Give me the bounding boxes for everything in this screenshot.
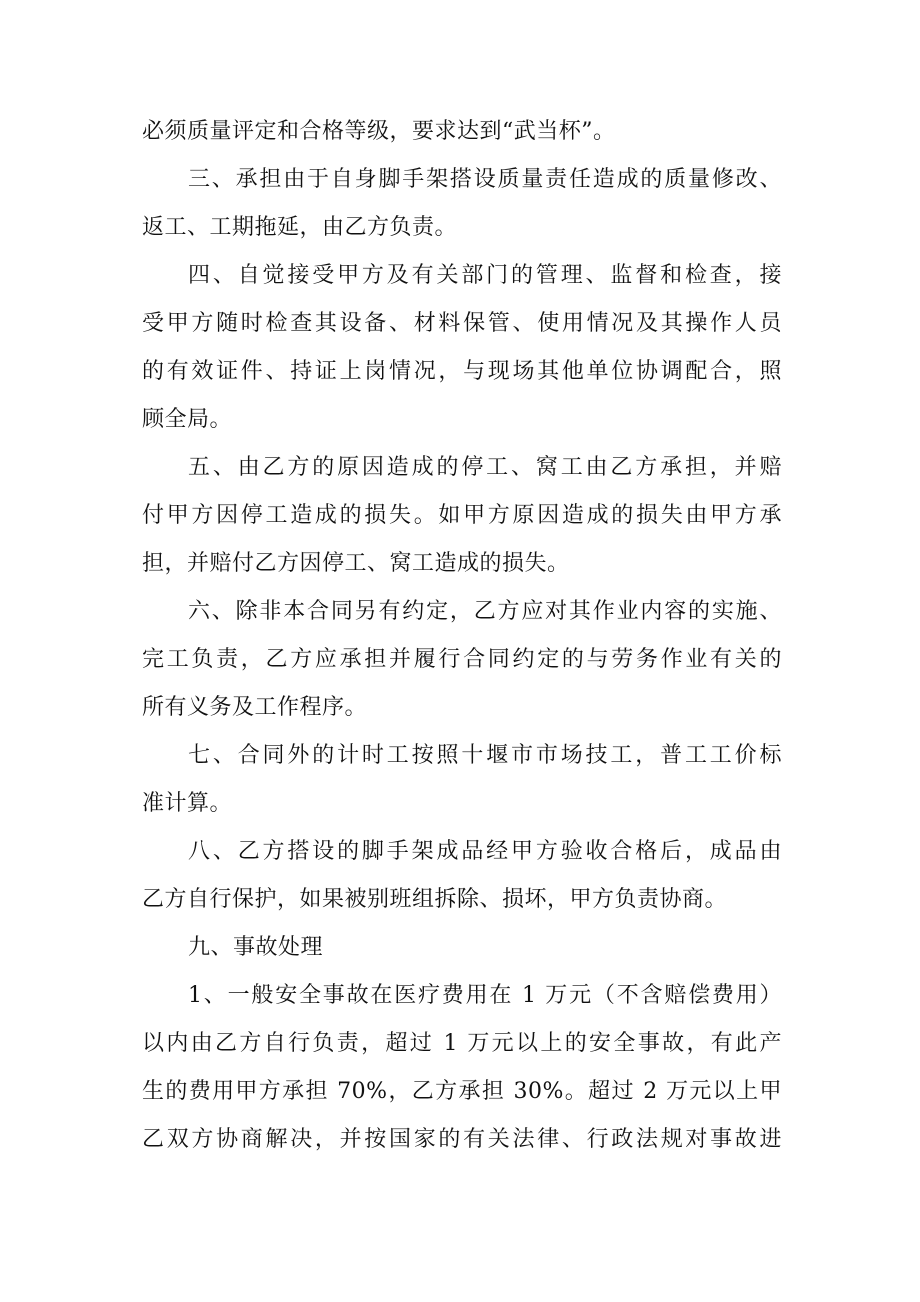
- clause-9-1-line: 1、一般安全事故在医疗费用在 1 万元（不含赔偿费用）: [188, 983, 782, 1008]
- text-line: 乙方自行保护，如果被别班组拆除、损坏，甲方负责协商。: [142, 887, 728, 912]
- text-line: 准计算。: [142, 791, 233, 816]
- clause-8-line: 八、乙方搭设的脚手架成品经甲方验收合格后，成品由: [188, 839, 782, 864]
- text-line: 返工、工期拖延，由乙方负责。: [142, 215, 458, 240]
- text-line: 所有义务及工作程序。: [142, 695, 368, 720]
- text-line: 以内由乙方自行负责，超过 1 万元以上的安全事故，有此产: [142, 1031, 782, 1056]
- clause-6-line: 六、除非本合同另有约定，乙方应对其作业内容的实施、: [188, 599, 782, 624]
- text-line: 完工负责，乙方应承担并履行合同约定的与劳务作业有关的: [142, 647, 782, 672]
- text-line: 生的费用甲方承担 70%，乙方承担 30%。超过 2 万元以上甲: [142, 1079, 782, 1104]
- clause-9-heading: 九、事故处理: [188, 935, 324, 960]
- text-line: 的有效证件、持证上岗情况，与现场其他单位协调配合，照: [142, 359, 782, 384]
- text-line: 担，并赔付乙方因停工、窝工造成的损失。: [142, 551, 570, 576]
- clause-5-line: 五、由乙方的原因造成的停工、窝工由乙方承担，并赔: [188, 455, 782, 480]
- clause-3-line: 三、承担由于自身脚手架搭设质量责任造成的质量修改、: [188, 167, 782, 192]
- text-line: 必须质量评定和合格等级，要求达到“武当杯”。: [142, 119, 616, 144]
- text-line: 顾全局。: [142, 407, 233, 432]
- text-line: 付甲方因停工造成的损失。如甲方原因造成的损失由甲方承: [142, 503, 782, 528]
- clause-7-line: 七、合同外的计时工按照十堰市市场技工，普工工价标: [188, 743, 782, 768]
- text-line: 受甲方随时检查其设备、材料保管、使用情况及其操作人员: [142, 311, 782, 336]
- document-body: [142, 108, 782, 1164]
- text-line: 乙双方协商解决，并按国家的有关法律、行政法规对事故进: [142, 1127, 782, 1152]
- clause-4-line: 四、自觉接受甲方及有关部门的管理、监督和检查，接: [188, 263, 782, 288]
